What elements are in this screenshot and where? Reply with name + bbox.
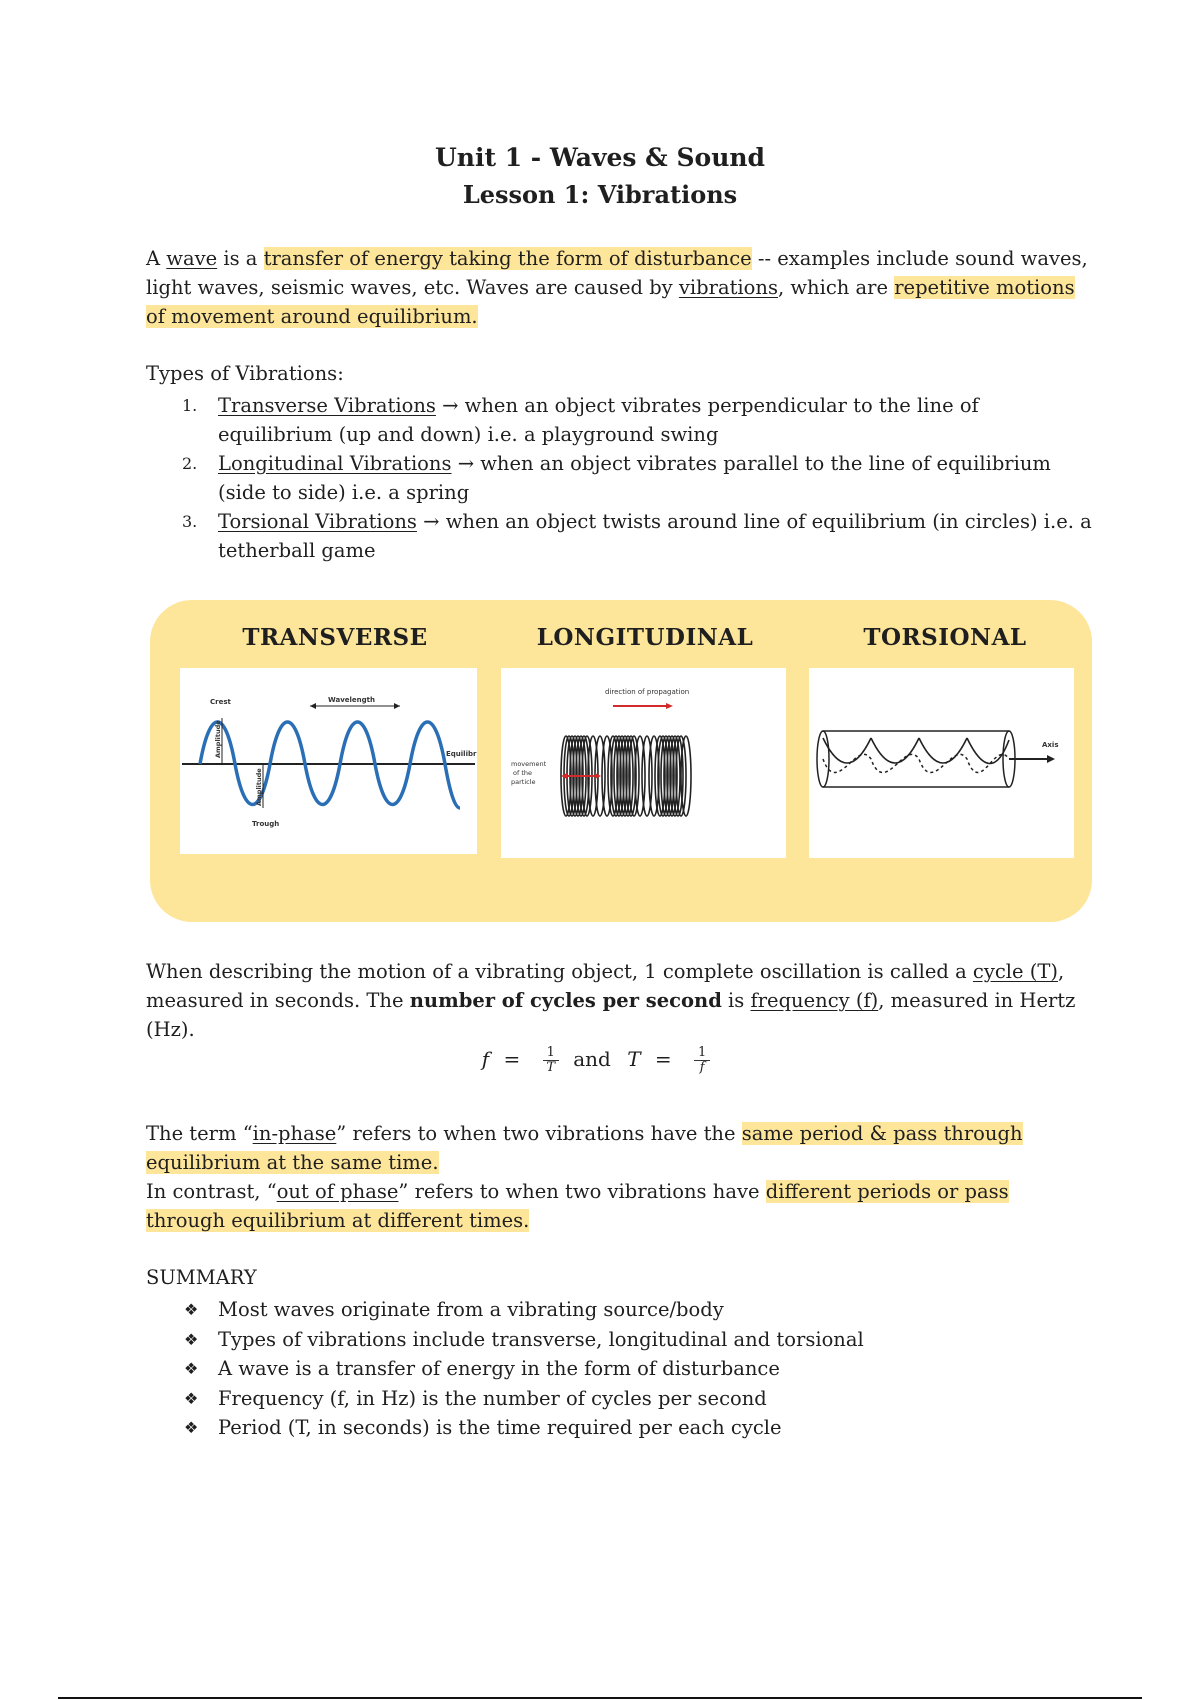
in-phase-paragraph: The term “in-phase” refers to when two vibrations have the same period & pass through equilibrium at the same time. xyxy=(146,1122,1023,1174)
list-item: ❖ Period (T, in seconds) is the time required per each cycle xyxy=(146,1413,864,1443)
highlight-vibration-definition: repetitive motions of movement around equilibrium. xyxy=(146,276,1075,328)
term-in-phase: in-phase xyxy=(252,1122,337,1145)
fraction-one-over-T: $\frac{1}{T}$ xyxy=(543,1046,559,1075)
amplitude-label: Amplitude xyxy=(214,720,222,758)
cycle-paragraph: When describing the motion of a vibrating object, 1 complete oscillation is called a cycle (T), measured in seconds. The number of cycles per second is frequency (f), measured in Hertz (Hz). xyxy=(146,960,1076,1041)
frequency-period-formula: f = $\frac{1}{T}$ and T = $\frac{1}{f}$ xyxy=(0,1046,1200,1075)
torsional-diagram xyxy=(809,668,1074,858)
summary-list xyxy=(146,1295,864,1443)
crest-label: Crest xyxy=(210,698,231,706)
diamond-bullet-icon: ❖ xyxy=(184,1359,199,1378)
wavelength-label: Wavelength xyxy=(328,696,375,704)
out-of-phase-paragraph: In contrast, “out of phase” refers to when two vibrations have different periods or pass through equilibrium at different times. xyxy=(146,1180,1009,1232)
list-item: ❖ A wave is a transfer of energy in the form of disturbance xyxy=(146,1354,864,1384)
movement-label-2: of the xyxy=(513,769,532,777)
amplitude-label-lower: Amplitude xyxy=(255,768,263,806)
page-bottom-rule xyxy=(58,1697,1142,1699)
types-heading: Types of Vibrations: xyxy=(146,362,344,385)
highlight-wave-definition: transfer of energy taking the form of disturbance xyxy=(263,247,752,270)
highlight-in-phase: same period & pass through equilibrium at the same time. xyxy=(146,1122,1023,1174)
unit-title: Unit 1 - Waves & Sound xyxy=(434,143,766,172)
term-longitudinal: Longitudinal Vibrations xyxy=(218,452,452,475)
list-item: ❖ Most waves originate from a vibrating source/body xyxy=(146,1295,864,1325)
equilibrium-label: Equilibr xyxy=(446,750,477,758)
trough-label: Trough xyxy=(252,820,280,828)
list-item: 3. Torsional Vibrations → when an object twists around line of equilibrium (in circles) i.e. a tetherball game xyxy=(182,510,1092,562)
diamond-bullet-icon: ❖ xyxy=(184,1418,199,1437)
list-item: ❖ Types of vibrations include transverse, longitudinal and torsional xyxy=(146,1325,864,1355)
list-item: 2. Longitudinal Vibrations → when an object vibrates parallel to the line of equilibrium (side to side) i.e. a spring xyxy=(182,452,1051,504)
summary-heading: SUMMARY xyxy=(146,1266,257,1289)
diamond-bullet-icon: ❖ xyxy=(184,1300,199,1319)
label-transverse: TRANSVERSE xyxy=(242,624,428,651)
propagation-label: direction of propagation xyxy=(605,688,690,696)
movement-label-3: particle xyxy=(511,778,536,786)
longitudinal-diagram xyxy=(501,668,786,858)
bold-cycles-per-second: number of cycles per second xyxy=(409,989,722,1012)
term-transverse: Transverse Vibrations xyxy=(218,394,436,417)
intro-paragraph: A wave is a transfer of energy taking the form of disturbance -- examples include sound waves, light waves, seismic waves, etc. Waves are caused by vibrations, which are repetitive motions of movement around equilibrium. xyxy=(146,247,1088,328)
types-list xyxy=(146,391,1092,565)
label-torsional: TORSIONAL xyxy=(863,624,1027,651)
term-out-of-phase: out of phase xyxy=(276,1180,399,1203)
term-torsional: Torsional Vibrations xyxy=(218,510,417,533)
fraction-one-over-f: $\frac{1}{f}$ xyxy=(694,1046,710,1075)
diamond-bullet-icon: ❖ xyxy=(184,1329,199,1349)
term-vibrations: vibrations xyxy=(678,276,778,299)
highlight-out-of-phase: different periods or pass through equilibrium at different times. xyxy=(146,1180,1009,1232)
transverse-diagram xyxy=(180,668,477,854)
axis-label: Axis xyxy=(1042,741,1059,749)
list-item: ❖ Frequency (f, in Hz) is the number of cycles per second xyxy=(146,1384,864,1414)
diamond-bullet-icon: ❖ xyxy=(184,1388,199,1408)
term-wave: wave xyxy=(166,247,218,270)
label-longitudinal: LONGITUDINAL xyxy=(536,624,754,651)
term-cycle: cycle (T) xyxy=(972,960,1058,983)
list-item: 1. Transverse Vibrations → when an object vibrates perpendicular to the line of equilibrium (up and down) i.e. a playground swing xyxy=(182,394,979,446)
movement-label: movement xyxy=(511,760,547,768)
lesson-title: Lesson 1: Vibrations xyxy=(462,180,738,209)
term-frequency: frequency (f) xyxy=(750,989,879,1012)
